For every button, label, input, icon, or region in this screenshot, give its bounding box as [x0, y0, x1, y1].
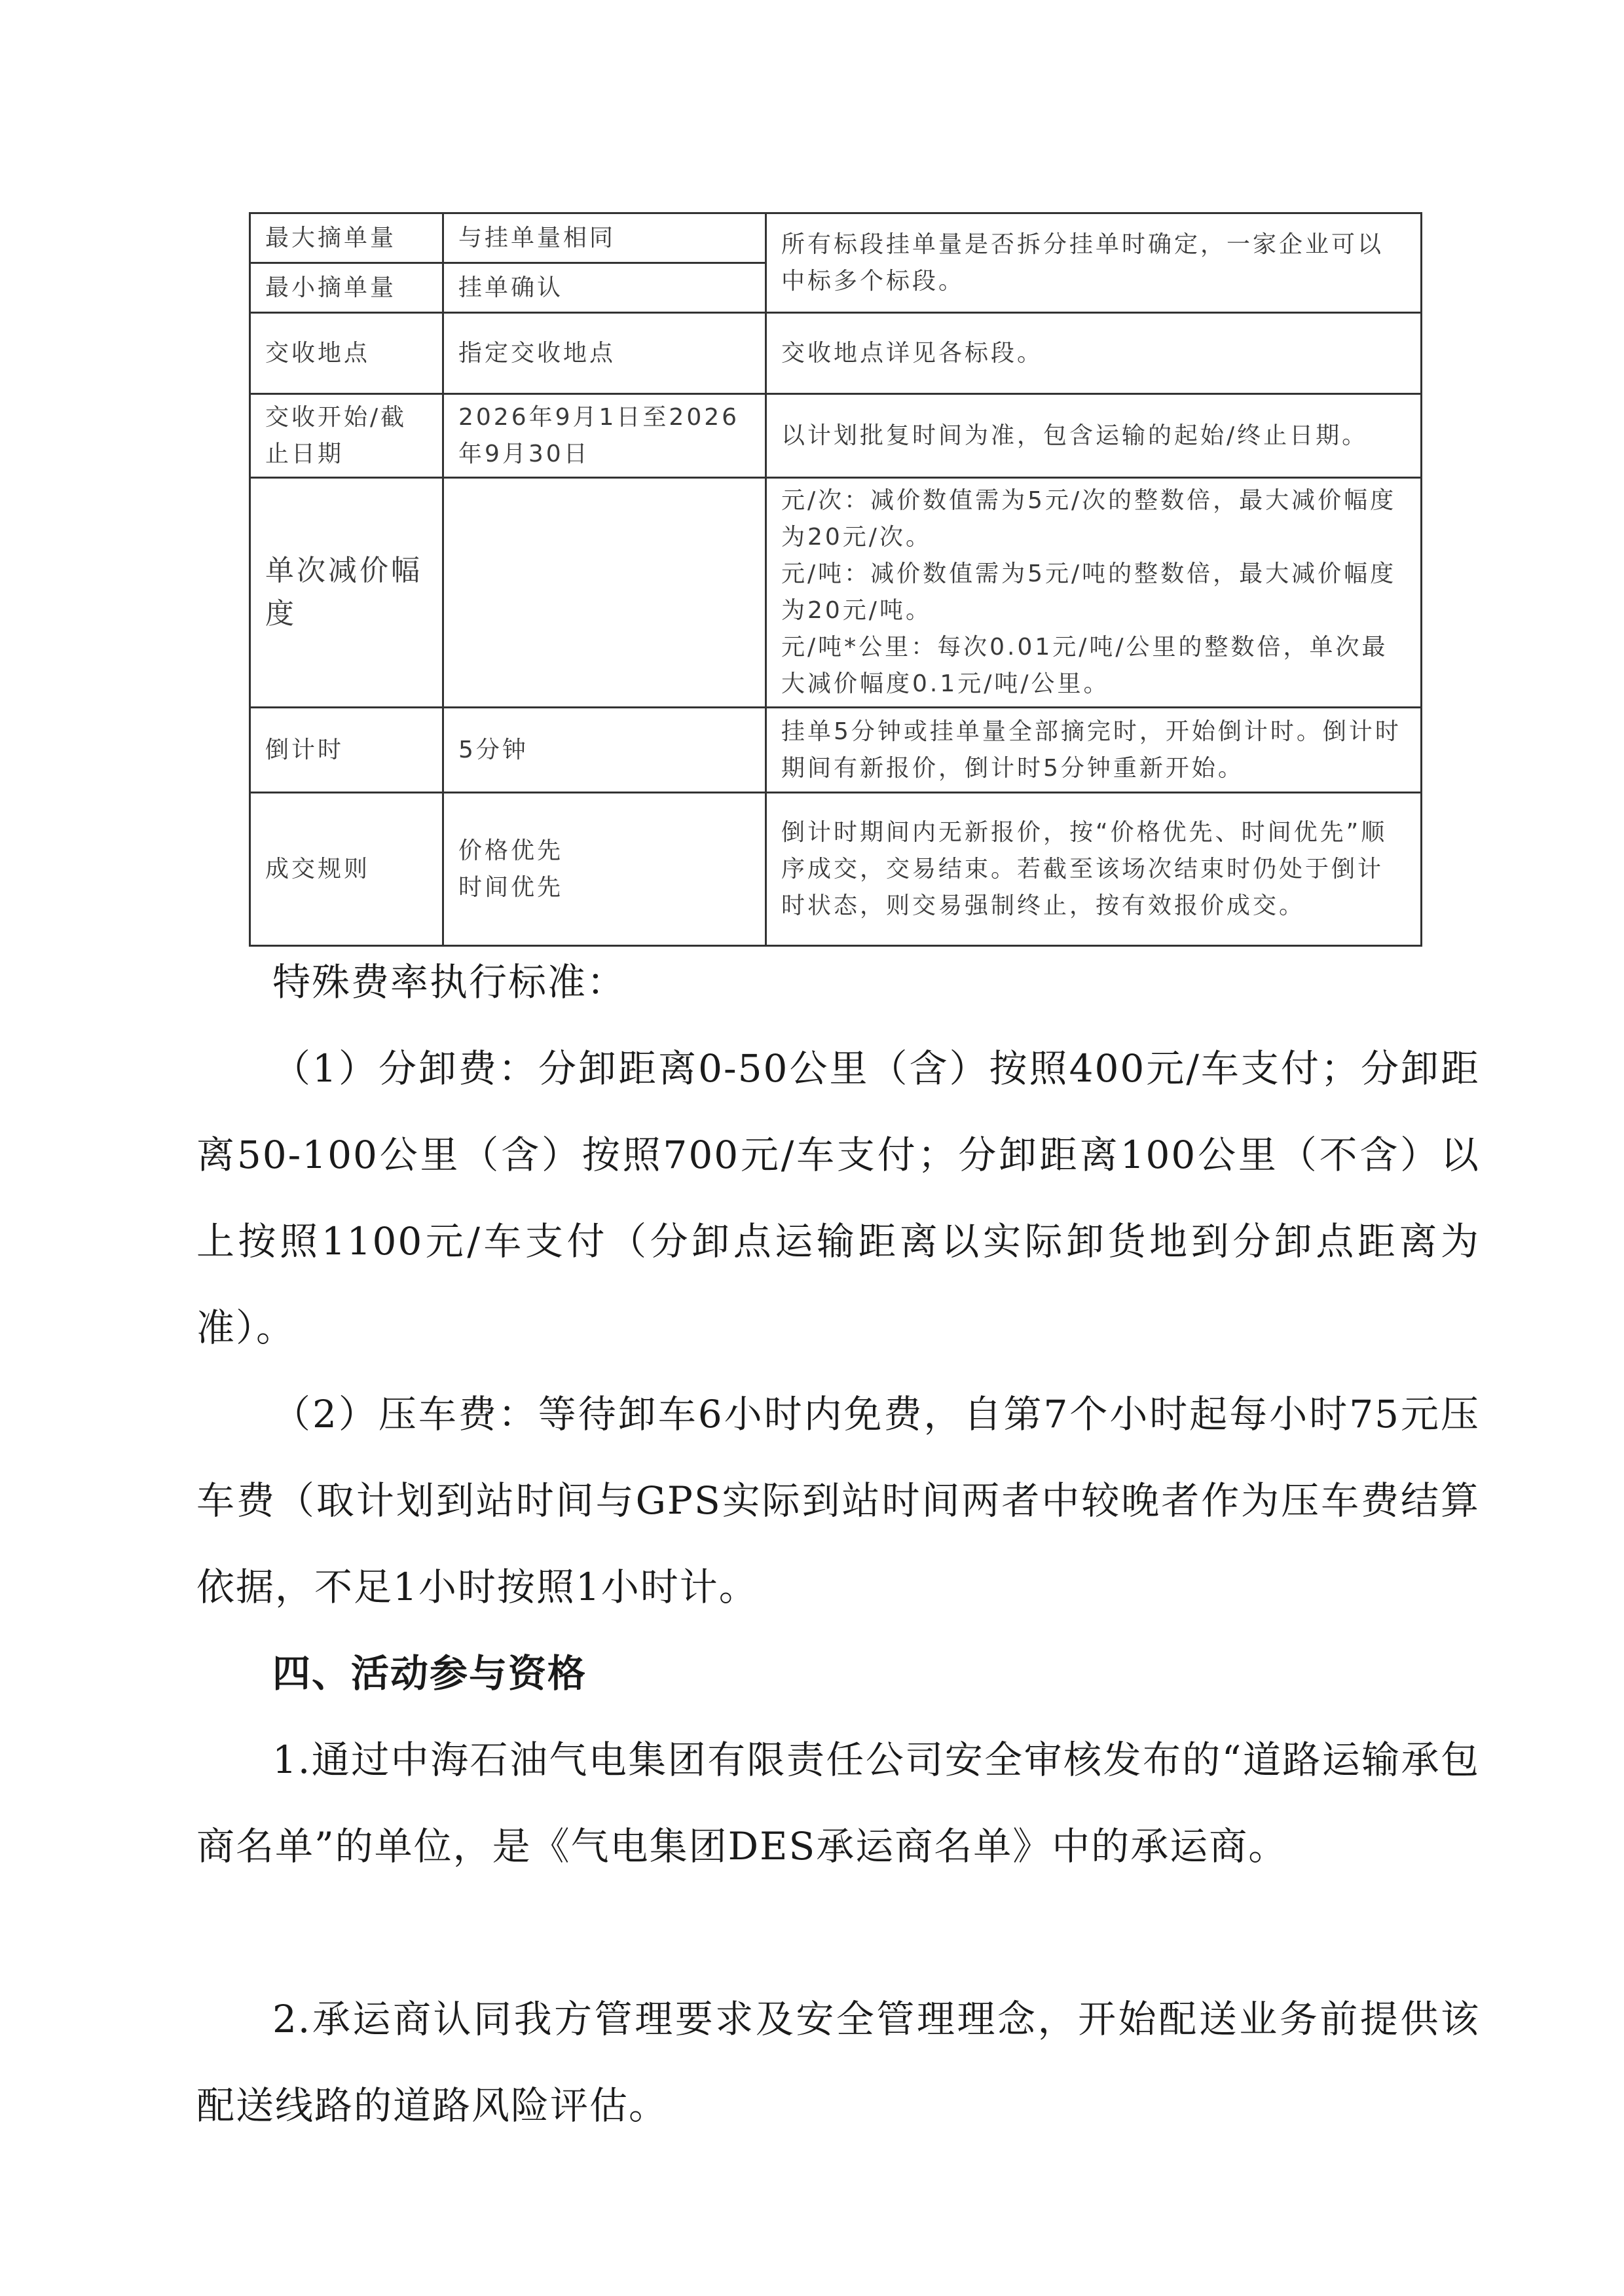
- min-pick-label: 最小摘单量: [250, 263, 443, 313]
- deal-rule-note: 倒计时期间内无新报价，按“价格优先、时间优先”顺序成交，交易结束。若截至该场次结束时仍处于倒计时状态，则交易强制终止，按有效报价成交。: [766, 793, 1422, 946]
- price-cut-note-per-ton: 元/吨：减价数值需为5元/吨的整数倍，最大减价幅度为20元/吨。: [781, 560, 1397, 624]
- delivery-place-label: 交收地点: [250, 313, 443, 394]
- deal-rule-value: [443, 793, 766, 946]
- trading-rules-table: [249, 212, 1422, 947]
- delivery-dates-label: 交收开始/截止日期: [250, 394, 443, 478]
- table-row: [250, 478, 1422, 708]
- unloading-fee-paragraph: （1）分卸费：分卸距离0-50公里（含）按照400元/车支付；分卸距离50-100公里（含）按照700元/车支付；分卸距离100公里（不含）以上按照1100元/车支付（分卸点运输距离以实际卸货地到分卸点距离为准）。: [196, 1046, 1480, 1350]
- price-cut-note-per-ton-km: 元/吨*公里：每次0.01元/吨/公里的整数倍，单次最大减价幅度0.1元/吨/公里。: [781, 634, 1388, 697]
- max-pick-value: 与挂单量相同: [443, 213, 766, 263]
- deal-rule-time-first: 时间优先: [458, 873, 564, 901]
- deal-rule-price-first: 价格优先: [458, 837, 564, 864]
- delivery-place-note: 交收地点详见各标段。: [766, 313, 1422, 394]
- min-pick-value: 挂单确认: [443, 263, 766, 313]
- price-cut-label: 单次减价幅度: [250, 478, 443, 708]
- table-row: [250, 313, 1422, 394]
- deal-rule-label: 成交规则: [250, 793, 443, 946]
- countdown-label: 倒计时: [250, 708, 443, 793]
- section-heading: 四、活动参与资格: [272, 1651, 587, 1696]
- delivery-dates-value: 2026年9月1日至2026年9月30日: [443, 394, 766, 478]
- waiting-fee-paragraph: （2）压车费：等待卸车6小时内免费，自第7个小时起每小时75元压车费（取计划到站时间与GPS实际到站时间两者中较晚者作为压车费结算依据，不足1小时按照1小时计。: [196, 1392, 1480, 1609]
- table-row: [250, 793, 1422, 946]
- countdown-note: 挂单5分钟或挂单量全部摘完时，开始倒计时。倒计时期间有新报价，倒计时5分钟重新开始。: [766, 708, 1422, 793]
- special-rate-title: 特殊费率执行标准：: [272, 960, 627, 1004]
- delivery-dates-note: 以计划批复时间为准，包含运输的起始/终止日期。: [766, 394, 1422, 478]
- table-row: [250, 708, 1422, 793]
- delivery-place-value: 指定交收地点: [443, 313, 766, 394]
- countdown-value: 5分钟: [443, 708, 766, 793]
- max-pick-label: 最大摘单量: [250, 213, 443, 263]
- pick-note: 所有标段挂单量是否拆分挂单时确定，一家企业可以中标多个标段。: [766, 213, 1422, 313]
- price-cut-value: [443, 478, 766, 708]
- price-cut-note-per-trip: 元/次：减价数值需为5元/次的整数倍，最大减价幅度为20元/次。: [781, 487, 1397, 551]
- table-row: [250, 394, 1422, 478]
- price-cut-notes: [766, 478, 1422, 708]
- table-row: [250, 213, 1422, 263]
- requirement-1: 1.通过中海石油气电集团有限责任公司安全审核发布的“道路运输承包商名单”的单位，是《气电集团DES承运商名单》中的承运商。: [196, 1738, 1480, 1868]
- requirement-2: 2.承运商认同我方管理要求及安全管理理念，开始配送业务前提供该配送线路的道路风险评估。: [196, 1997, 1480, 2128]
